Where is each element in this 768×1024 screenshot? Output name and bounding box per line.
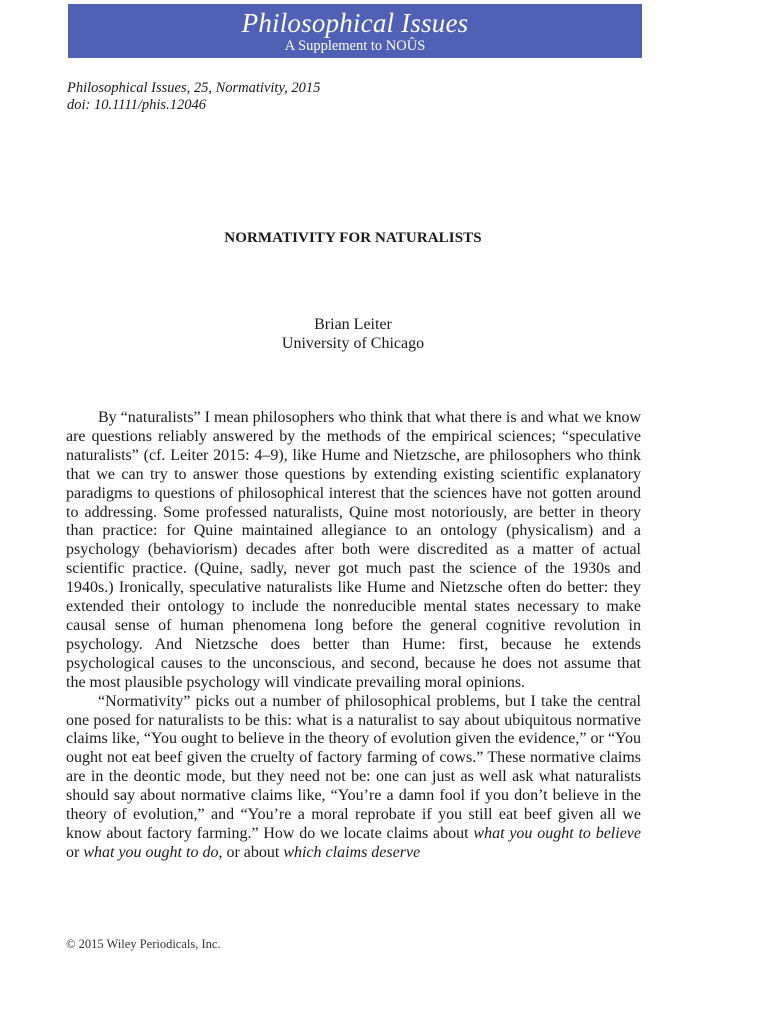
article-body [66, 409, 641, 863]
citation-doi: doi: 10.1111/phis.12046 [67, 97, 206, 113]
journal-name: Philosophical Issues [241, 8, 469, 38]
journal-supplement: A Supplement to NOÛS [284, 38, 426, 54]
paragraph-1: By “naturalists” I mean philosophers who think that what there is and what we know are questions reliably answered by the methods of the empirical sciences; “speculative naturalists” (cf. Leiter 2015: 4–9), like Hume and Nietzsche, are philosophers who think that we can try to answer those questions by extending existing scientific explanatory paradigms to questions of philosophical interest that the sciences have not gotten around to addressing. Some professed naturalists, Quine most notoriously, are better in theory than practice: for Quine maintained allegiance to an ontology (physicalism) and a psychology (behaviorism) decades after both were discredited as a matter of actual scientific practice. (Quine, sadly, never got much past the science of the 1930s and 1940s.) Ironically, speculative naturalists like Hume and Nietzsche often do better: they extended their ontology to include the nonreducible mental states necessary to make causal sense of human phenomena long before the general cognitive revolution in psychology. And Nietzsche does better than Hume: first, because he extends psychological causes to the unconscious, and second, because he does not assume that the most plausible psychology will vindicate prevailing moral opinions. [66, 409, 641, 691]
paragraph-2 [66, 693, 641, 863]
connector-or-about: , or about [218, 843, 280, 861]
article-title: NORMATIVITY FOR NATURALISTS [224, 230, 482, 246]
author-name: Brian Leiter [314, 316, 392, 333]
author-affiliation: University of Chicago [281, 335, 425, 352]
paragraph-2-text: “Normativity” picks out a number of philosophical problems, but I take the central one posed for naturalists to be this: what is a naturalist to say about ubiquitous normative claims like, “You ought to believe in the theory of evolution given the evidence,” or “You ought not eat beef given the cruelty of factory farming of cows.” These normative claims are in the deontic mode, but they need not be: one can just as well ask what naturalists should say about normative claims like, “You’re a damn fool if you don’t believe in the theory of evolution,” and “You’re a moral reprobate if you still eat beef given all we know about factory farming.” How do we locate claims about [66, 692, 641, 842]
citation-issue: Philosophical Issues, 25, Normativity, 2015 [67, 80, 321, 96]
connector-or: or [66, 843, 80, 861]
emphasis-do: what you ought to do [83, 843, 219, 861]
citation-block [67, 80, 587, 114]
author-block [0, 315, 706, 353]
copyright-notice: © 2015 Wiley Periodicals, Inc. [66, 937, 221, 951]
emphasis-believe: what you ought to believe [473, 824, 641, 842]
emphasis-deserve: which claims deserve [283, 843, 421, 861]
journal-banner [68, 4, 642, 58]
